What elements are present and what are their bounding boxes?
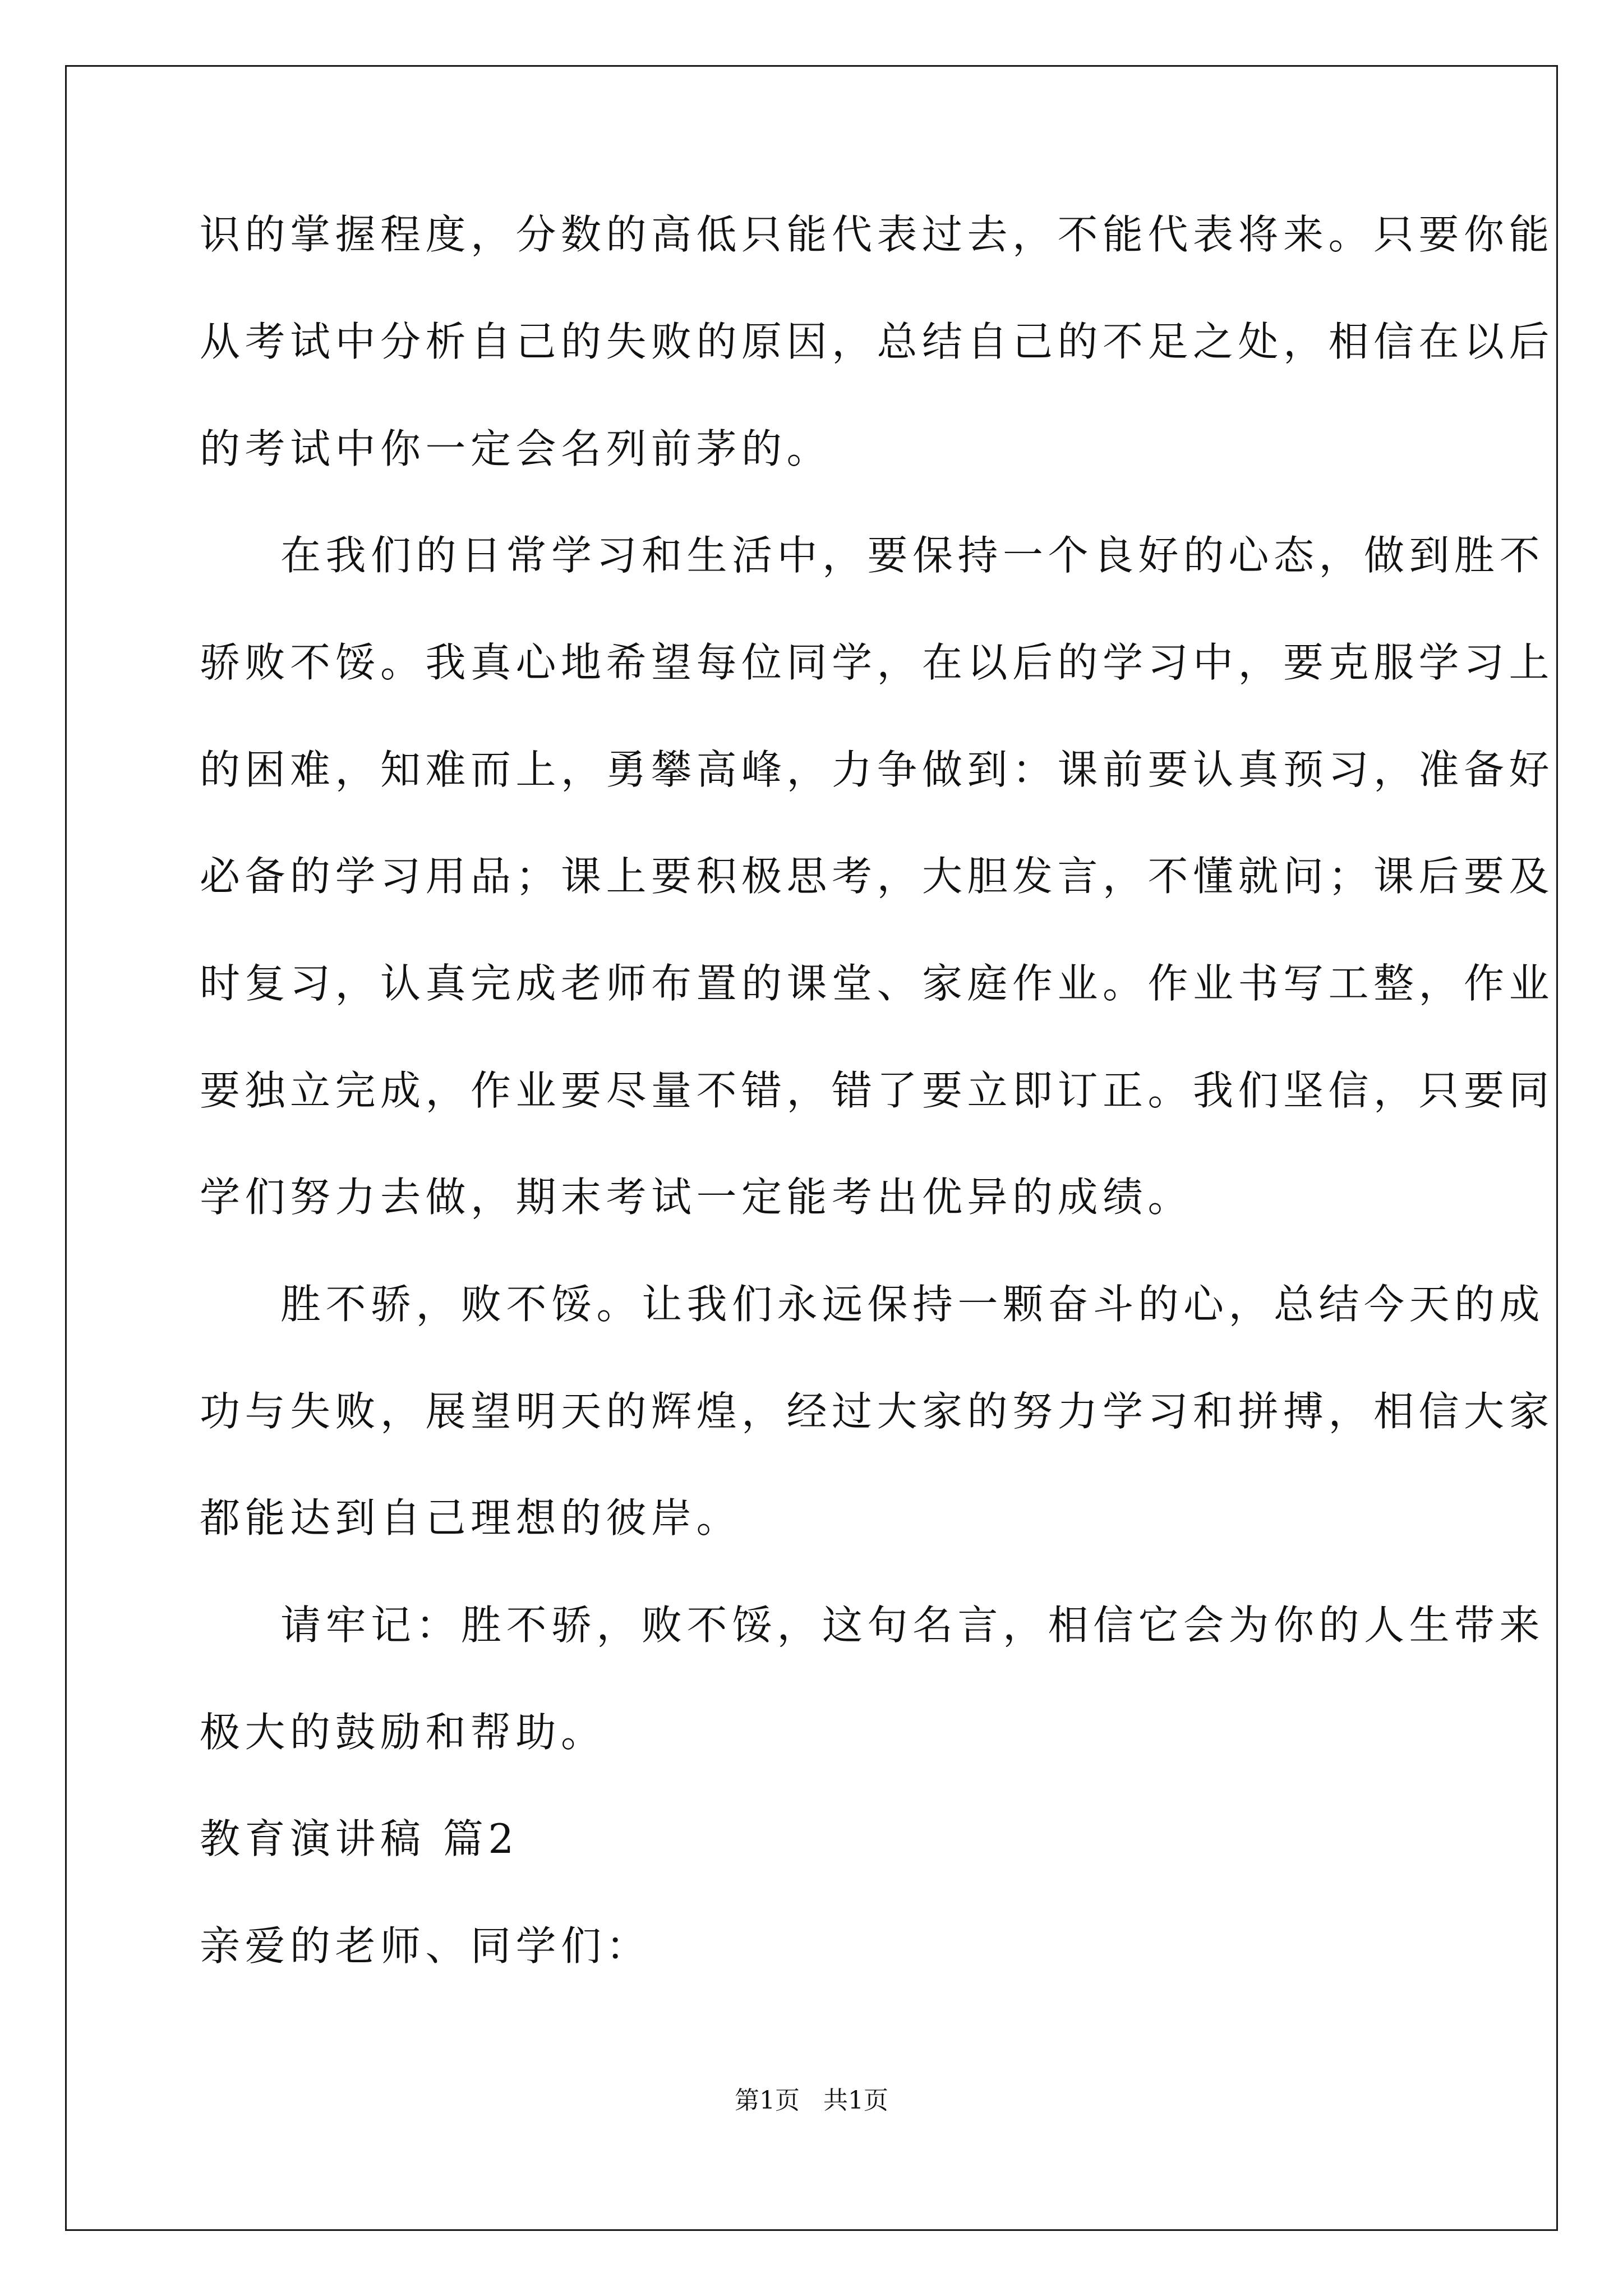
page-border [65,65,1558,2231]
text-line: 都能达到自己理想的彼岸。 [200,1494,742,1542]
text-line: 从考试中分析自己的失败的原因，总结自己的不足之处，相信在以后 [200,318,1555,365]
text-line: 极大的鼓励和帮助。 [200,1709,606,1756]
text-line: 的困难，知难而上，勇攀高峰，力争做到：课前要认真预习，准备好 [200,746,1555,793]
text-line: 要独立完成，作业要尽量不错，错了要立即订正。我们坚信，只要同 [200,1067,1555,1114]
page-footer: 第1页 共1页 [735,2086,888,2115]
text-line: 的考试中你一定会名列前茅的。 [200,425,832,472]
text-line: 功与失败，展望明天的辉煌，经过大家的努力学习和拼搏，相信大家 [200,1388,1555,1435]
text-line: 学们努力去做，期末考试一定能考出优异的成绩。 [200,1174,1193,1221]
paragraph-first-line: 在我们的日常学习和生活中，要保持一个良好的心态，做到胜不 [280,532,1545,579]
text-line: 骄败不馁。我真心地希望每位同学，在以后的学习中，要克服学习上 [200,639,1555,686]
text-line: 时复习，认真完成老师布置的课堂、家庭作业。作业书写工整，作业 [200,960,1555,1007]
text-line: 必备的学习用品；课上要积极思考，大胆发言，不懂就问；课后要及 [200,853,1555,900]
section-heading: 教育演讲稿 篇2 [200,1815,519,1862]
paragraph-first-line: 请牢记：胜不骄，败不馁，这句名言，相信它会为你的人生带来 [280,1602,1545,1649]
paragraph-first-line: 胜不骄，败不馁。让我们永远保持一颗奋斗的心，总结今天的成 [280,1281,1545,1328]
text-line: 识的掌握程度，分数的高低只能代表过去，不能代表将来。只要你能 [200,211,1555,258]
salutation: 亲爱的老师、同学们： [200,1922,652,1970]
